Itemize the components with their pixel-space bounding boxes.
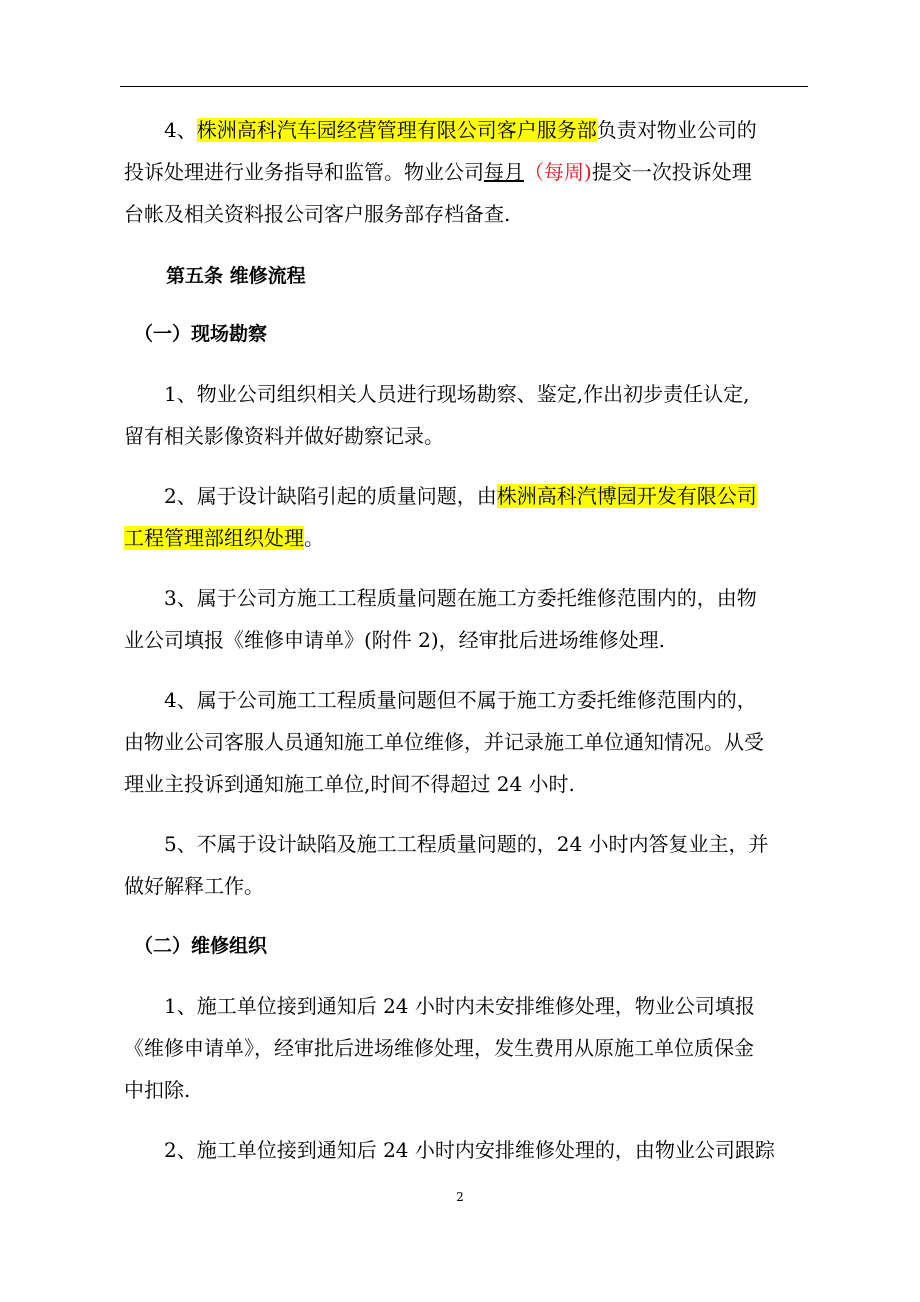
text-run: 提交一次投诉处理 [591,160,752,184]
section-heading: （二）维修组织 [134,935,268,957]
paragraph-line: 业公司填报《维修申请单》(附件 2)，经审批后进场维修处理. [124,628,666,652]
highlighted-company-name: 株洲高科汽车园经营管理有限公司客户服务部 [196,118,597,142]
paragraph-line: 2、施工单位接到通知后 24 小时内安排维修处理的，由物业公司跟踪 [164,1138,775,1162]
highlighted-company-name: 株洲高科汽博园开发有限公司 [496,484,757,508]
paragraph-line: 4、属于公司施工工程质量问题但不属于施工方委托维修范围内的， [164,688,757,712]
underlined-text: 每月 [484,160,524,184]
paragraph-line: 1、物业公司组织相关人员进行现场勘察、鉴定,作出初步责任认定, [164,382,750,406]
header-rule [120,86,808,87]
paragraph-line [124,519,808,557]
text-run: 投诉处理进行业务指导和监管。物业公司 [124,160,484,184]
paragraph-line: 由物业公司客服人员通知施工单位维修，并记录施工单位通知情况。从受 [124,730,764,754]
paragraph-line: 《维修申请单》，经审批后进场维修处理，发生费用从原施工单位质保金 [124,1036,754,1060]
text-run: 2、属于设计缺陷引起的质量问题，由 [164,484,497,508]
item-number: 4、 [164,118,197,142]
paragraph-line: 中扣除. [124,1078,191,1102]
paragraph-line [124,153,808,191]
paragraph-line: 台帐及相关资料报公司客户服务部存档备查. [124,202,511,226]
article-heading: 第五条 维修流程 [166,265,306,287]
paragraph-line: 留有相关影像资料并做好勘察记录。 [124,424,444,448]
page-number: 2 [456,1190,464,1204]
paragraph-line [124,111,808,149]
paragraph-line: 5、不属于设计缺陷及施工工程质量问题的，24 小时内答复业主，并 [164,832,769,856]
paragraph-line: 做好解释工作。 [124,874,264,898]
highlighted-department: 工程管理部组织处理 [124,526,304,550]
text-run: 负责对物业公司的 [596,118,757,142]
section-heading: （一）现场勘察 [134,323,268,345]
paragraph-line [124,477,808,515]
red-text: （每周) [524,160,592,184]
text-run: 。 [304,526,324,550]
paragraph-line: 3、属于公司方施工工程质量问题在施工方委托维修范围内的，由物 [164,586,757,610]
paragraph-line: 理业主投诉到通知施工单位,时间不得超过 24 小时. [124,772,575,796]
paragraph-line: 1、施工单位接到通知后 24 小时内未安排维修处理，物业公司填报 [164,994,755,1018]
